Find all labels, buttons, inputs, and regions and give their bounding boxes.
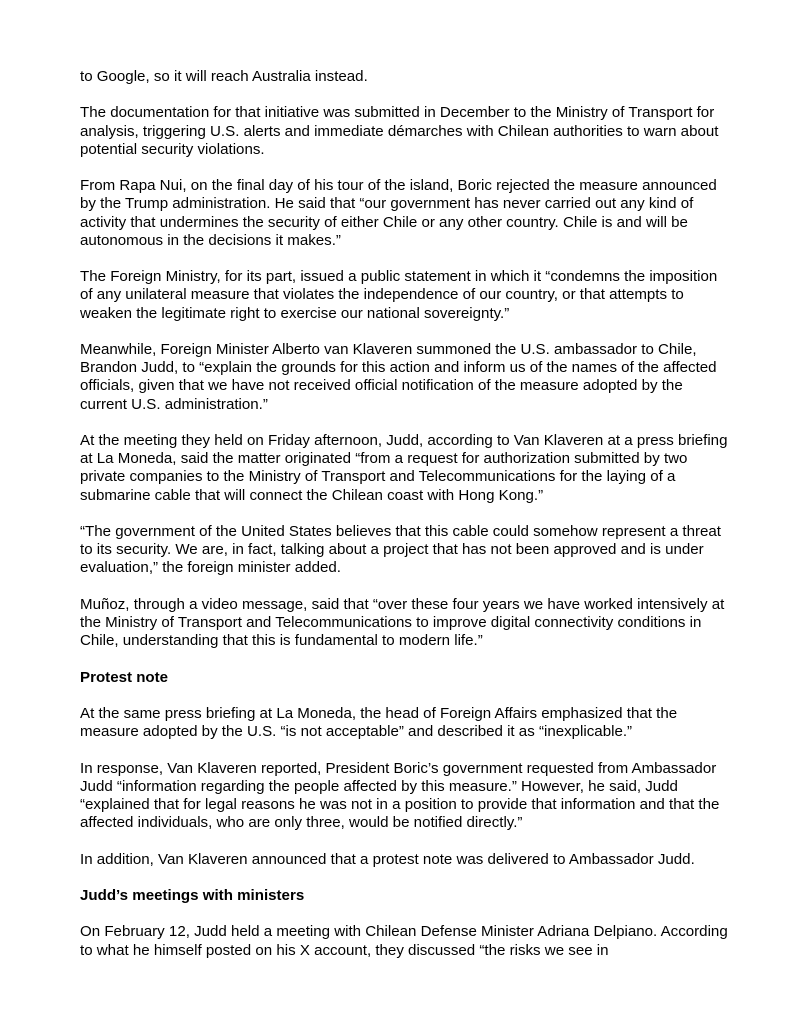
paragraph: In response, Van Klaveren reported, President Boric’s government requested from Ambassador Judd “information regarding the people affected by this measure.” However, he said, Judd “explained that for legal reasons he was not in a position to provide that information and that the affected individuals, who are only three, would be notified directly.”	[80, 759, 720, 832]
paragraph: The documentation for that initiative was submitted in December to the Ministry of Transport for analysis, triggering U.S. alerts and immediate démarches with Chilean authorities to warn about potential security violations.	[80, 104, 719, 158]
paragraph: At the same press briefing at La Moneda, the head of Foreign Affairs emphasized that the measure adopted by the U.S. “is not acceptable” and described it as “inexplicable.”	[80, 704, 678, 741]
paragraph: In addition, Van Klaveren announced that a protest note was delivered to Ambassador Judd.	[80, 850, 695, 868]
paragraph: On February 12, Judd held a meeting with Chilean Defense Minister Adriana Delpiano. According to what he himself posted on his X account, they discussed “the risks we see in	[80, 923, 728, 959]
paragraph: At the meeting they held on Friday afternoon, Judd, according to Van Klaveren at a press briefing at La Moneda, said the matter originated “from a request for authorization submitted by two private companies to the Ministry of Transport and Telecommunications for the laying of a submarine cable that will connect the Chilean coast with Hong Kong.”	[80, 431, 728, 504]
paragraph: Muñoz, through a video message, said that “over these four years we have worked intensively at the Ministry of Transport and Telecommunications to improve digital connectivity conditions in Chile, understanding that this is fundamental to modern life.”	[80, 595, 725, 650]
paragraph: “The government of the United States believes that this cable could somehow represent a threat to its security. We are, in fact, talking about a project that has not been approved and is under evaluation,” the foreign minister added.	[80, 522, 722, 577]
document-page	[80, 68, 730, 978]
paragraph: From Rapa Nui, on the final day of his tour of the island, Boric rejected the measure announced by the Trump administration. He said that “our government has never carried out any kind of activity that undermines the security of either Chile or any other country. Chile is and will be autonomous in the decisions it makes.”	[80, 177, 717, 249]
paragraph: to Google, so it will reach Australia instead.	[80, 68, 368, 85]
section-heading: Protest note	[80, 668, 169, 686]
paragraph: The Foreign Ministry, for its part, issued a public statement in which it “condemns the imposition of any unilateral measure that violates the independence of our country, or that attempts to weaken the legitimate right to exercise our national sovereignty.”	[80, 268, 718, 322]
paragraph: Meanwhile, Foreign Minister Alberto van Klaveren summoned the U.S. ambassador to Chile, Brandon Judd, to “explain the grounds for this action and inform us of the names of the affected officials, given that we have not received official notification of the measure adopted by the current U.S. administration.”	[80, 340, 717, 413]
section-heading: Judd’s meetings with ministers	[80, 886, 305, 904]
